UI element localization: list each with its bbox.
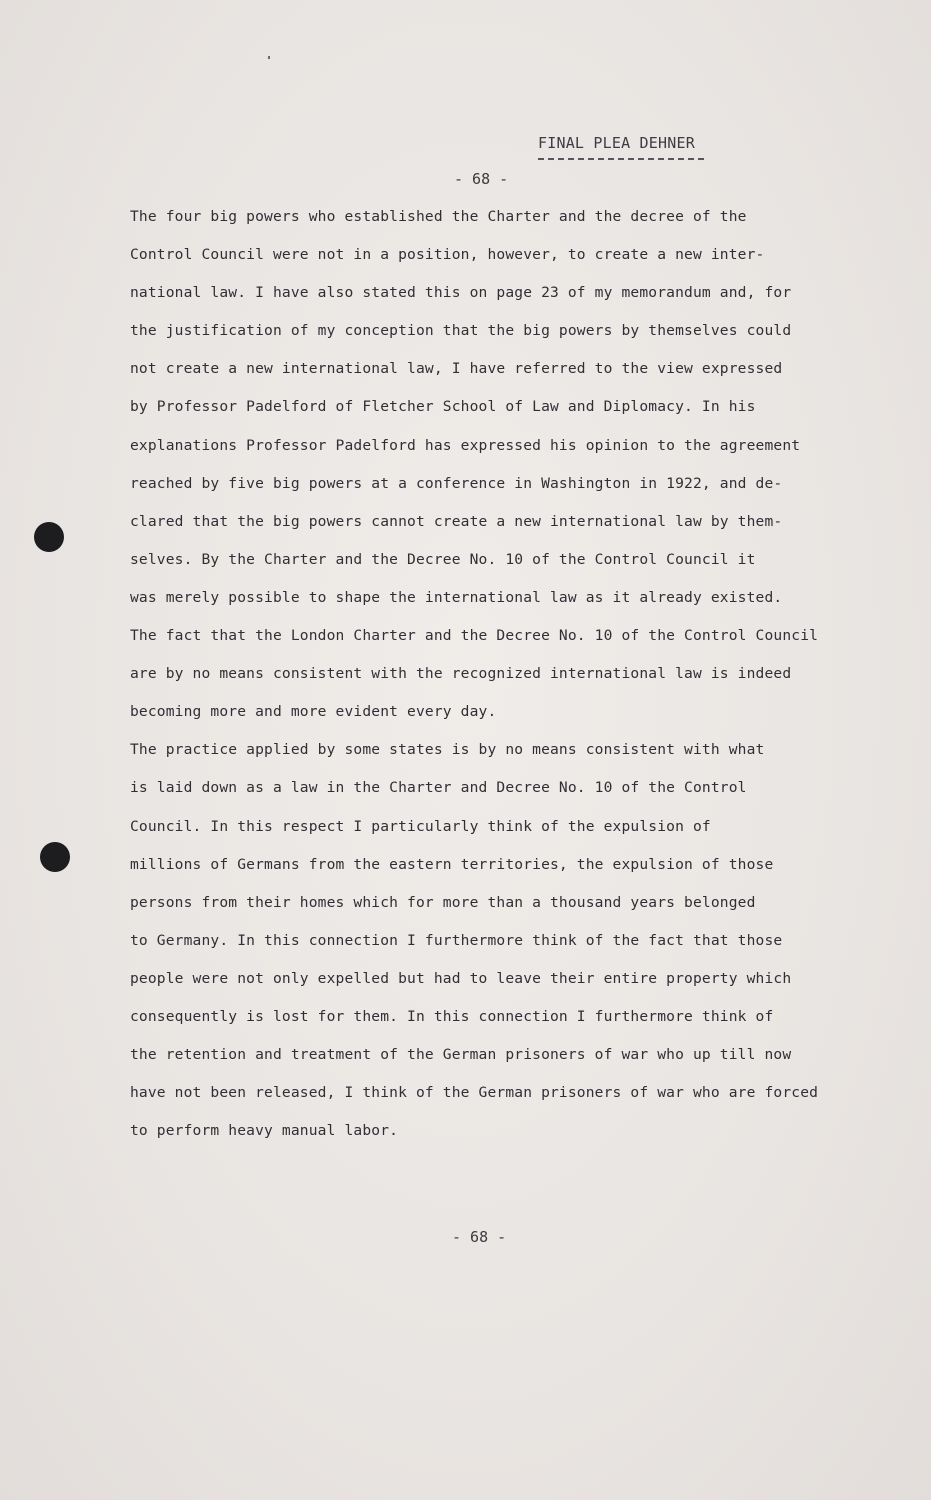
text-line: people were not only expelled but had to leave their entire property which (130, 969, 792, 987)
header-underline (538, 158, 704, 160)
text-line: The fact that the London Charter and the Decree No. 10 of the Control Council (130, 627, 819, 645)
punch-hole-lower (40, 842, 70, 872)
text-line: to Germany. In this connection I furthermore think of the fact that those (130, 931, 783, 949)
text-line: by Professor Padelford of Fletcher School of Law and Diplomacy. In his (130, 398, 756, 416)
text-line: selves. By the Charter and the Decree No. 10 of the Control Council it (130, 550, 756, 568)
text-line: Control Council were not in a position, however, to create a new inter- (130, 246, 765, 264)
text-line: the justification of my conception that the big powers by themselves could (130, 322, 792, 340)
paper-speck (268, 56, 270, 59)
text-line: not create a new international law, I have referred to the view expressed (130, 360, 783, 378)
punch-hole-upper (34, 522, 64, 552)
text-line: explanations Professor Padelford has expressed his opinion to the agreement (130, 436, 801, 454)
text-line: Council. In this respect I particularly think of the expulsion of (130, 817, 711, 835)
text-line: clared that the big powers cannot create a new international law by them- (130, 512, 783, 530)
body-text (130, 198, 880, 1150)
text-line: was merely possible to shape the international law as it already existed. (130, 588, 783, 606)
text-line: to perform heavy manual labor. (130, 1122, 399, 1140)
document-header-title: FINAL PLEA DEHNER (538, 134, 695, 152)
page-number-top: - 68 - (454, 170, 509, 188)
text-line: the retention and treatment of the German prisoners of war who up till now (130, 1046, 792, 1064)
text-line: are by no means consistent with the recognized international law is indeed (130, 665, 792, 683)
page-number-bottom: - 68 - (452, 1228, 507, 1246)
text-line: becoming more and more evident every day. (130, 703, 497, 721)
text-line: The practice applied by some states is by no means consistent with what (130, 741, 765, 759)
text-line: reached by five big powers at a conference in Washington in 1922, and de- (130, 474, 783, 492)
text-line: persons from their homes which for more than a thousand years belonged (130, 893, 756, 911)
text-line: millions of Germans from the eastern territories, the expulsion of those (130, 855, 774, 873)
text-line: is laid down as a law in the Charter and Decree No. 10 of the Control (130, 779, 747, 797)
text-line: national law. I have also stated this on page 23 of my memorandum and, for (130, 284, 792, 302)
text-line: The four big powers who established the Charter and the decree of the (130, 208, 747, 225)
text-line: consequently is lost for them. In this connection I furthermore think of (130, 1007, 774, 1025)
text-line: have not been released, I think of the German prisoners of war who are forced (130, 1084, 819, 1102)
